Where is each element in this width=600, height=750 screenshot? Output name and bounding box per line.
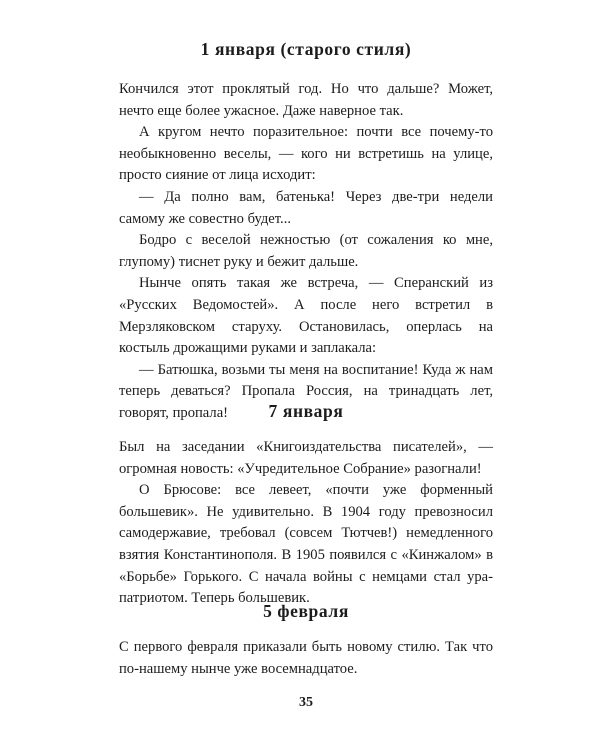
entry-body <box>119 79 493 425</box>
paragraph: С первого февраля приказали быть новому стилю. Так что по-нашему нынче уже восемнадцатое. <box>119 639 493 677</box>
paragraph: О Брюсове: все левеет, «почти уже форменный большевик». Не удивительно. В 1904 году превозносил самодержавие, требовал (совсем Тютчев!) немедленного взятия Константинополя. В 1905 появился с «Кинжалом» в «Борьбе» Горького. С начала войны с немцами стал ура-патриотом. Теперь большевик. <box>119 482 493 607</box>
diary-entry-jan-7 <box>119 400 493 610</box>
entry-body <box>119 437 493 610</box>
paragraph: — Да полно вам, батенька! Через две-три недели самому же совестно будет... <box>119 188 493 227</box>
entry-body <box>119 637 493 680</box>
book-page <box>119 0 493 750</box>
entry-heading: 5 февраля <box>263 601 349 621</box>
paragraph: Кончился этот проклятый год. Но что дальше? Может, нечто еще более ужасное. Даже наверное так. <box>119 81 493 119</box>
paragraph: А кругом нечто поразительное: почти все почему-то необыкновенно веселы, — кого ни встретишь на улице, просто сияние от лица исходит: <box>119 124 493 184</box>
paragraph: Был на заседании «Книгоиздательства писателей», — огромная новость: «Учредительное Собрание» разогнали! <box>119 439 493 477</box>
entry-heading: 1 января (старого стиля) <box>200 39 412 59</box>
paragraph: — Батюшка, возьми ты меня на воспитание! Куда ж нам теперь деваться? Пропала Россия, на тринадцать лет, говорят, пропала! <box>119 361 493 421</box>
paragraph: Бодро с веселой нежностью (от сожаления ко мне, глупому) тиснет руку и бежит дальше. <box>119 232 493 270</box>
paragraph: Нынче опять такая же встреча, — Сперанский из «Русских Ведомостей». А после него встретил в Мерзляковском старуху. Остановилась, оперлась на костыль дрожащими руками и заплакала: <box>119 275 493 357</box>
diary-entry-feb-5 <box>119 600 493 680</box>
diary-entry-jan-1 <box>119 38 493 425</box>
page-number: 35 <box>299 695 313 710</box>
entry-heading: 7 января <box>268 401 344 421</box>
